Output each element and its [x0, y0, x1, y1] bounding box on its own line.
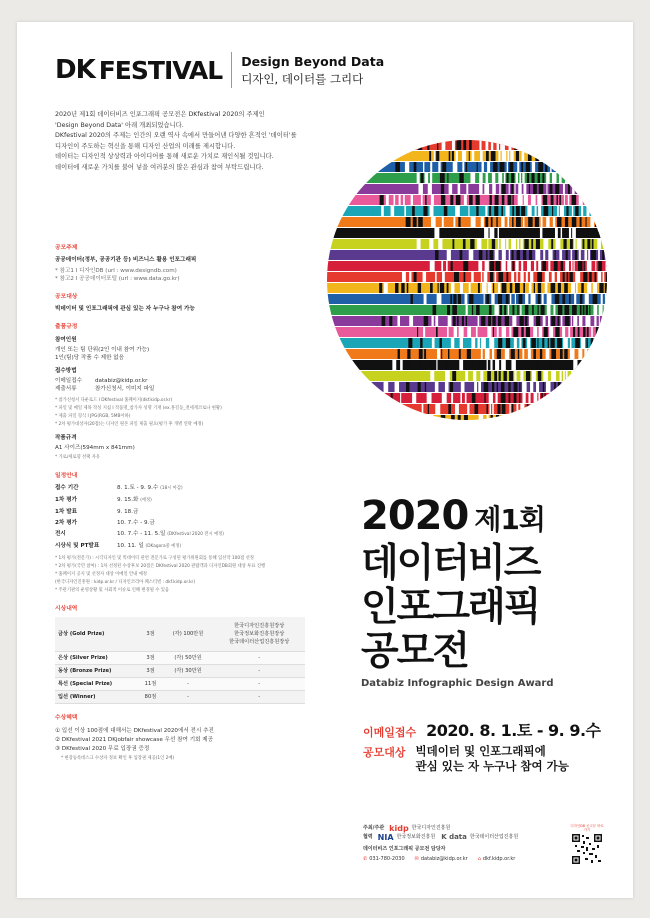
benefits-title: 수상혜택: [55, 714, 78, 721]
theme-note: * 참고1 I 디자인DB (url : www.designdb.com): [55, 268, 177, 274]
schedule-note: * 주관기관의 운영상황 및 사회적 이슈로 인해 변경될 수 있음: [55, 588, 170, 593]
title-line: 공모전: [361, 629, 469, 674]
intro-line: 'Design Beyond Data' 아래 개최되었습니다.: [55, 121, 184, 129]
poster: [17, 22, 633, 898]
schedule-value: 8. 1.토 - 9. 9.수 (18시 마감): [117, 485, 183, 491]
award-money: (각) 100만원: [163, 617, 214, 651]
contest-title: [361, 494, 621, 689]
email-row: [55, 377, 355, 385]
title-edition: 제1회: [474, 503, 545, 536]
theme-title: 공모주제: [55, 245, 78, 251]
intro-line: 2020년 제1회 데이터비즈 인포그래픽 공모전은 DKfestival 2020의 주제인: [55, 111, 265, 118]
target-main: 빅데이터 및 인포그래픽에 관심 있는 자 누구나 참여 가능: [55, 306, 195, 312]
qr-label: 디자인DB 공고문 바로가기: [570, 824, 604, 832]
spec-title: 작품규격: [55, 435, 77, 441]
theme-note: * 참고2 I 공공데이터포털 (url : www.data.go.kr): [55, 276, 180, 282]
period-label: 이메일접수: [363, 726, 417, 739]
schedule-note: (한국디자인진흥원 : kidp.or.kr / 디자인코리아 페스티벌 : dkf.kidp.or.kr): [55, 580, 196, 585]
intro-text: [55, 110, 355, 174]
table-row: [55, 617, 305, 651]
qr-icon: [571, 833, 603, 865]
table-row: [55, 651, 305, 664]
tagline-ko: 디자인, 데이터를 그리다: [241, 71, 364, 86]
schedule-value: 10. 11. 일 (DKagora중 예정): [117, 543, 182, 549]
schedule-value: 9. 18.금: [117, 509, 139, 515]
who-line: 개인 또는 팀 단위(2인 이내 참여 가능): [55, 347, 150, 353]
award-org: -: [213, 677, 305, 690]
table-row: [55, 664, 305, 677]
award-count: 3점: [138, 651, 162, 664]
period-value: 2020. 8. 1.토 - 9. 9.수: [426, 721, 601, 740]
award-name: 금상 (Gold Prize): [55, 617, 138, 651]
schedule-section: [55, 472, 355, 595]
theme-section: [55, 244, 355, 283]
schedule-note: * 홈페이지 공지 및 선정자 대상 이메일 안내 예정: [55, 572, 147, 577]
spec-value: A1 사이즈(594mm x 841mm): [55, 445, 135, 451]
award-org: 한국디자인진흥원장상 한국정보화진흥원장상 한국데이터산업진흥원장상: [213, 617, 305, 651]
award-org: -: [213, 690, 305, 703]
sphere-svg: [317, 130, 617, 430]
benefit-item: ① 입선 이상 100점에 대해서는 DKfestival 2020에서 전시 추진: [55, 727, 214, 734]
awards-table: [55, 617, 305, 704]
award-name: 특선 (Special Prize): [55, 677, 138, 690]
awards-section: [55, 605, 355, 704]
website[interactable]: ⌂ dkf.kidp.or.kr: [477, 856, 516, 862]
rules-section: [55, 323, 355, 462]
phone[interactable]: ✆ 031-780-2030: [363, 856, 405, 862]
benefits-section: [55, 714, 355, 763]
eligibility: [363, 744, 633, 774]
intro-line: 디자인이 주도하는 혁신을 통해 디자인 산업의 미래를 제시합니다.: [55, 142, 236, 150]
title-line: 인포그래픽: [361, 585, 540, 630]
award-name: 은상 (Silver Prize): [55, 651, 138, 664]
title-year: 2020 제1회: [361, 493, 545, 539]
award-count: 3점: [138, 664, 162, 677]
schedule-note: * 1차 평가(전문가) : 시각디자인 및 빅데이터 관련 전문가로 구성된 평가위원회를 통해 입선작 100점 선정: [55, 556, 254, 561]
email[interactable]: ✉ databiz@kidp.or.kr: [414, 856, 468, 862]
intro-line: 데이터에 새로운 가치를 불어 넣을 여러분의 많은 관심과 참여 부탁드립니다.: [55, 163, 264, 171]
eligible-label: 공모대상: [363, 746, 406, 759]
rules-note: * 제출 파일 형식 I JPG(RGB, 5MB이하): [55, 414, 131, 419]
schedule-key: 2차 평가: [55, 520, 78, 526]
schedule-key: 전시: [55, 531, 66, 537]
award-count: 11점: [138, 677, 162, 690]
award-count: 3점: [138, 617, 162, 651]
co1-name: 한국정보화진흥원: [396, 834, 436, 840]
web-icon: ⌂: [477, 856, 481, 862]
schedule-value: 9. 15.화 (예정): [117, 497, 152, 503]
logo-tagline: [241, 54, 384, 87]
eligible-value: 빅데이터 및 인포그래픽에 관심 있는 자 누구나 참여 가능: [415, 744, 569, 773]
phone-icon: ✆: [363, 856, 368, 862]
schedule-table: [55, 484, 355, 551]
award-money: (각) 30만원: [163, 664, 214, 677]
who-title: 참여인원: [55, 337, 77, 343]
kdata-logo: K data: [441, 833, 467, 841]
schedule-title: 일정안내: [55, 473, 78, 479]
host-name: 한국디자인진흥원: [411, 825, 451, 831]
logo-text: FESTIVAL: [98, 55, 223, 85]
schedule-key: 시상식 및 PT발표: [55, 543, 100, 549]
striped-sphere-graphic: [317, 130, 617, 430]
award-money: -: [163, 677, 214, 690]
spec-note: * 가로/세로형 선택 자유: [55, 455, 101, 460]
rules-note: * 파일 및 메일 제목 작성 지침 I 작품명_참가자 성명 기재 (ex.홍길동_전세계코로나 현황): [55, 406, 222, 411]
mail-icon: ✉: [414, 856, 419, 862]
schedule-note: * 2차 평가(국민 참여) : 1차 선정된 수상후보 20점은 DKfestival 2020 관람객과 디자인DB회원 대상 투표 진행: [55, 564, 266, 569]
rules-note: * 참가신청서 다운로드 I DKfestival 홈페이지(dkf.kidp.or.kr): [55, 398, 173, 403]
email-label: 이메일접수: [55, 378, 83, 384]
schedule-key: 1차 발표: [55, 509, 78, 515]
intro-line: 데이터는 디자인적 상상력과 아이디어를 통해 새로운 가치로 재인식될 것입니다.: [55, 153, 274, 161]
email-value[interactable]: databiz@kidp.or.kr: [95, 378, 148, 384]
benefit-item: ② DKfestival 2021 DKjobfair showcase 우선 참여 기회 제공: [55, 736, 214, 743]
submission-period: [363, 718, 623, 741]
award-count: 80점: [138, 690, 162, 703]
rules-title: 출품규정: [55, 324, 78, 330]
tagline-en: Design Beyond Data: [241, 53, 385, 69]
table-row: [55, 677, 305, 690]
nia-logo: NIA: [377, 833, 394, 842]
schedule-key: 1차 평가: [55, 497, 78, 503]
award-name: 입선 (Winner): [55, 690, 138, 703]
table-row: [55, 690, 305, 703]
dkfestival-logo: [55, 52, 384, 88]
docs-row: [55, 385, 355, 393]
award-money: -: [163, 690, 214, 703]
benefit-item: ③ DKfestival 2020 무료 입장권 증정: [55, 745, 150, 752]
schedule-value: 10. 7.수 - 9.금: [117, 520, 155, 526]
schedule-key: 접수 기간: [55, 485, 79, 491]
awards-title: 시상내역: [55, 606, 78, 612]
target-section: [55, 293, 355, 313]
intro-line: DKfestival 2020의 주제는 인간의 오랜 역사 속에서 만들어낸 다양한 흔적인 '데이터'를: [55, 132, 297, 140]
method-title: 접수방법: [55, 368, 77, 374]
schedule-value: 10. 7.수 - 11. 5.일 (DKfestival 2020 전시 예정): [117, 531, 224, 537]
award-org: -: [213, 664, 305, 677]
title-en: Databiz Infographic Design Award: [361, 678, 554, 689]
co2-name: 한국데이터산업진흥원: [469, 834, 519, 840]
who-line: 1인(팀)당 작품 수 제한 없음: [55, 355, 125, 361]
target-title: 공모대상: [55, 294, 78, 300]
benefit-note: * 현장등록데스크 수상자 정보 확인 후 입장권 제공(1인 2매): [61, 755, 175, 761]
details-column: [55, 244, 355, 773]
title-line: 데이터비즈: [361, 541, 540, 586]
kidp-logo: kidp: [389, 824, 409, 833]
theme-main: 공공데이터(정부, 공공기관 등) 비즈니스 활용 인포그래픽: [55, 257, 197, 263]
logo-divider: [231, 52, 232, 88]
award-money: (각) 50만원: [163, 651, 214, 664]
docs-value: 참가신청서, 이미지 파일: [95, 386, 155, 392]
award-org: -: [213, 651, 305, 664]
qr-code[interactable]: [569, 824, 605, 872]
award-name: 동상 (Bronze Prize): [55, 664, 138, 677]
contact-title: 데이터비즈 인포그래픽 공모전 담당자: [363, 846, 446, 852]
docs-label: 제출서류: [55, 386, 77, 392]
rules-note: * 2차 평가대상자(20점)는 디자인 원본 파일 제출 필요(평가 후 개별 연락 예정): [55, 422, 204, 427]
host-label: 주최/주관: [363, 825, 385, 831]
logo-mark: DK: [55, 55, 95, 85]
co-label: 협력: [363, 834, 373, 840]
